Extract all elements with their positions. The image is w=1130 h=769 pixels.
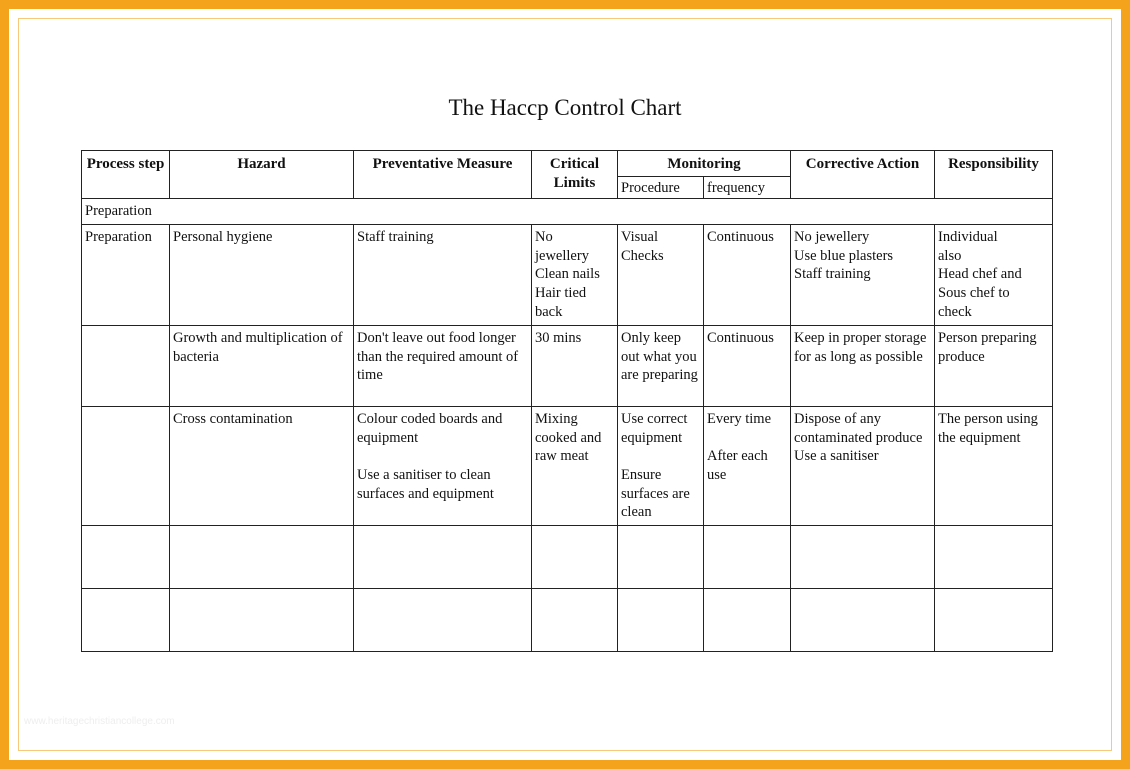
cell-preventative-measure — [354, 326, 532, 407]
cell-text — [621, 447, 700, 466]
cell-corrective-action — [791, 326, 935, 407]
cell-text: Continuous — [707, 330, 774, 347]
cell-text: Use a sanitiser to clean surfaces and equipment — [357, 466, 494, 502]
cell-procedure — [618, 407, 704, 526]
empty-cell — [82, 589, 170, 652]
cell-text: No — [535, 229, 553, 246]
empty-cell — [82, 526, 170, 589]
cell-text: Dispose of any contaminated produce — [794, 411, 923, 446]
empty-cell — [935, 589, 1053, 652]
cell-text: Hair tied — [535, 284, 587, 301]
cell-text — [357, 447, 528, 466]
cell-text: Clean nails — [535, 266, 600, 283]
empty-cell — [791, 589, 935, 652]
section-row — [82, 199, 1053, 225]
empty-cell — [532, 526, 618, 589]
cell-procedure — [618, 326, 704, 407]
cell-text: Staff training — [357, 229, 434, 246]
header-monitoring: Monitoring — [618, 151, 791, 177]
cell-frequency — [704, 225, 791, 326]
cell-text: Only keep out what you are preparing — [621, 330, 698, 384]
cell-text: Staff training — [794, 266, 871, 283]
cell-text: Head chef and — [938, 266, 1022, 283]
table-row — [82, 326, 1053, 407]
header-row — [82, 151, 1053, 177]
header-frequency: frequency — [704, 176, 791, 199]
empty-cell — [170, 589, 354, 652]
header-corrective-action: Corrective Action — [791, 151, 935, 199]
cell-text: Use blue plasters — [794, 247, 894, 264]
empty-cell — [935, 526, 1053, 589]
header-critical-limits: Critical Limits — [532, 151, 618, 199]
cell-text: jewellery — [535, 247, 589, 264]
empty-cell — [354, 526, 532, 589]
empty-cell — [704, 589, 791, 652]
header-process-step: Process step — [82, 151, 170, 199]
empty-cell — [791, 526, 935, 589]
cell-preventative-measure — [354, 407, 532, 526]
cell-preventative-measure — [354, 225, 532, 326]
cell-text: Don't leave out food longer than the required amount of time — [357, 330, 519, 384]
empty-cell — [170, 526, 354, 589]
section-label: Preparation — [82, 199, 1053, 225]
cell-text: Visual — [621, 229, 658, 246]
cell-critical-limits — [532, 407, 618, 526]
cell-hazard: Personal hygiene — [170, 225, 354, 326]
empty-row — [82, 526, 1053, 589]
header-procedure: Procedure — [618, 176, 704, 199]
empty-row — [82, 589, 1053, 652]
cell-process-step: Preparation — [82, 225, 170, 326]
table-row — [82, 225, 1053, 326]
cell-text: Sous chef to — [938, 284, 1010, 301]
cell-hazard: Growth and multiplication of bacteria — [170, 326, 354, 407]
header-hazard: Hazard — [170, 151, 354, 199]
cell-text: Use a sanitiser — [794, 448, 879, 465]
cell-process-step — [82, 326, 170, 407]
cell-text: back — [535, 303, 563, 320]
empty-cell — [618, 589, 704, 652]
cell-responsibility — [935, 225, 1053, 326]
cell-procedure — [618, 225, 704, 326]
empty-cell — [618, 526, 704, 589]
table-row — [82, 407, 1053, 526]
cell-text: Ensure surfaces are clean — [621, 466, 690, 521]
cell-text: also — [938, 247, 962, 264]
cell-text: check — [938, 303, 972, 320]
cell-responsibility — [935, 407, 1053, 526]
cell-critical-limits — [532, 326, 618, 407]
cell-text: 30 mins — [535, 330, 582, 347]
cell-frequency — [704, 407, 791, 526]
header-preventative-measure: Preventative Measure — [354, 151, 532, 199]
haccp-table — [81, 150, 1053, 652]
cell-text: Mixing cooked and raw meat — [535, 411, 602, 465]
cell-text: Use correct equipment — [621, 411, 688, 446]
cell-frequency — [704, 326, 791, 407]
cell-corrective-action — [791, 407, 935, 526]
cell-critical-limits — [532, 225, 618, 326]
cell-text: Keep in proper storage for as long as possible — [794, 330, 927, 365]
cell-text — [707, 429, 787, 448]
header-responsibility: Responsibility — [935, 151, 1053, 199]
cell-text: Individual — [938, 229, 998, 246]
cell-text: Continuous — [707, 229, 774, 246]
cell-text: Person preparing produce — [938, 330, 1037, 365]
cell-process-step — [82, 407, 170, 526]
cell-text: Every time — [707, 411, 772, 428]
empty-cell — [704, 526, 791, 589]
page-title: The Haccp Control Chart — [448, 95, 682, 120]
cell-text: The person using the equipment — [938, 411, 1038, 446]
empty-cell — [354, 589, 532, 652]
cell-text: No jewellery — [794, 229, 870, 246]
cell-corrective-action — [791, 225, 935, 326]
empty-cell — [532, 589, 618, 652]
cell-text: Checks — [621, 247, 664, 264]
cell-hazard: Cross contamination — [170, 407, 354, 526]
watermark-text: www.heritagechristiancollege.com — [24, 716, 175, 727]
cell-responsibility — [935, 326, 1053, 407]
cell-text: Colour coded boards and equipment — [357, 411, 503, 446]
cell-text: After each use — [707, 448, 768, 483]
